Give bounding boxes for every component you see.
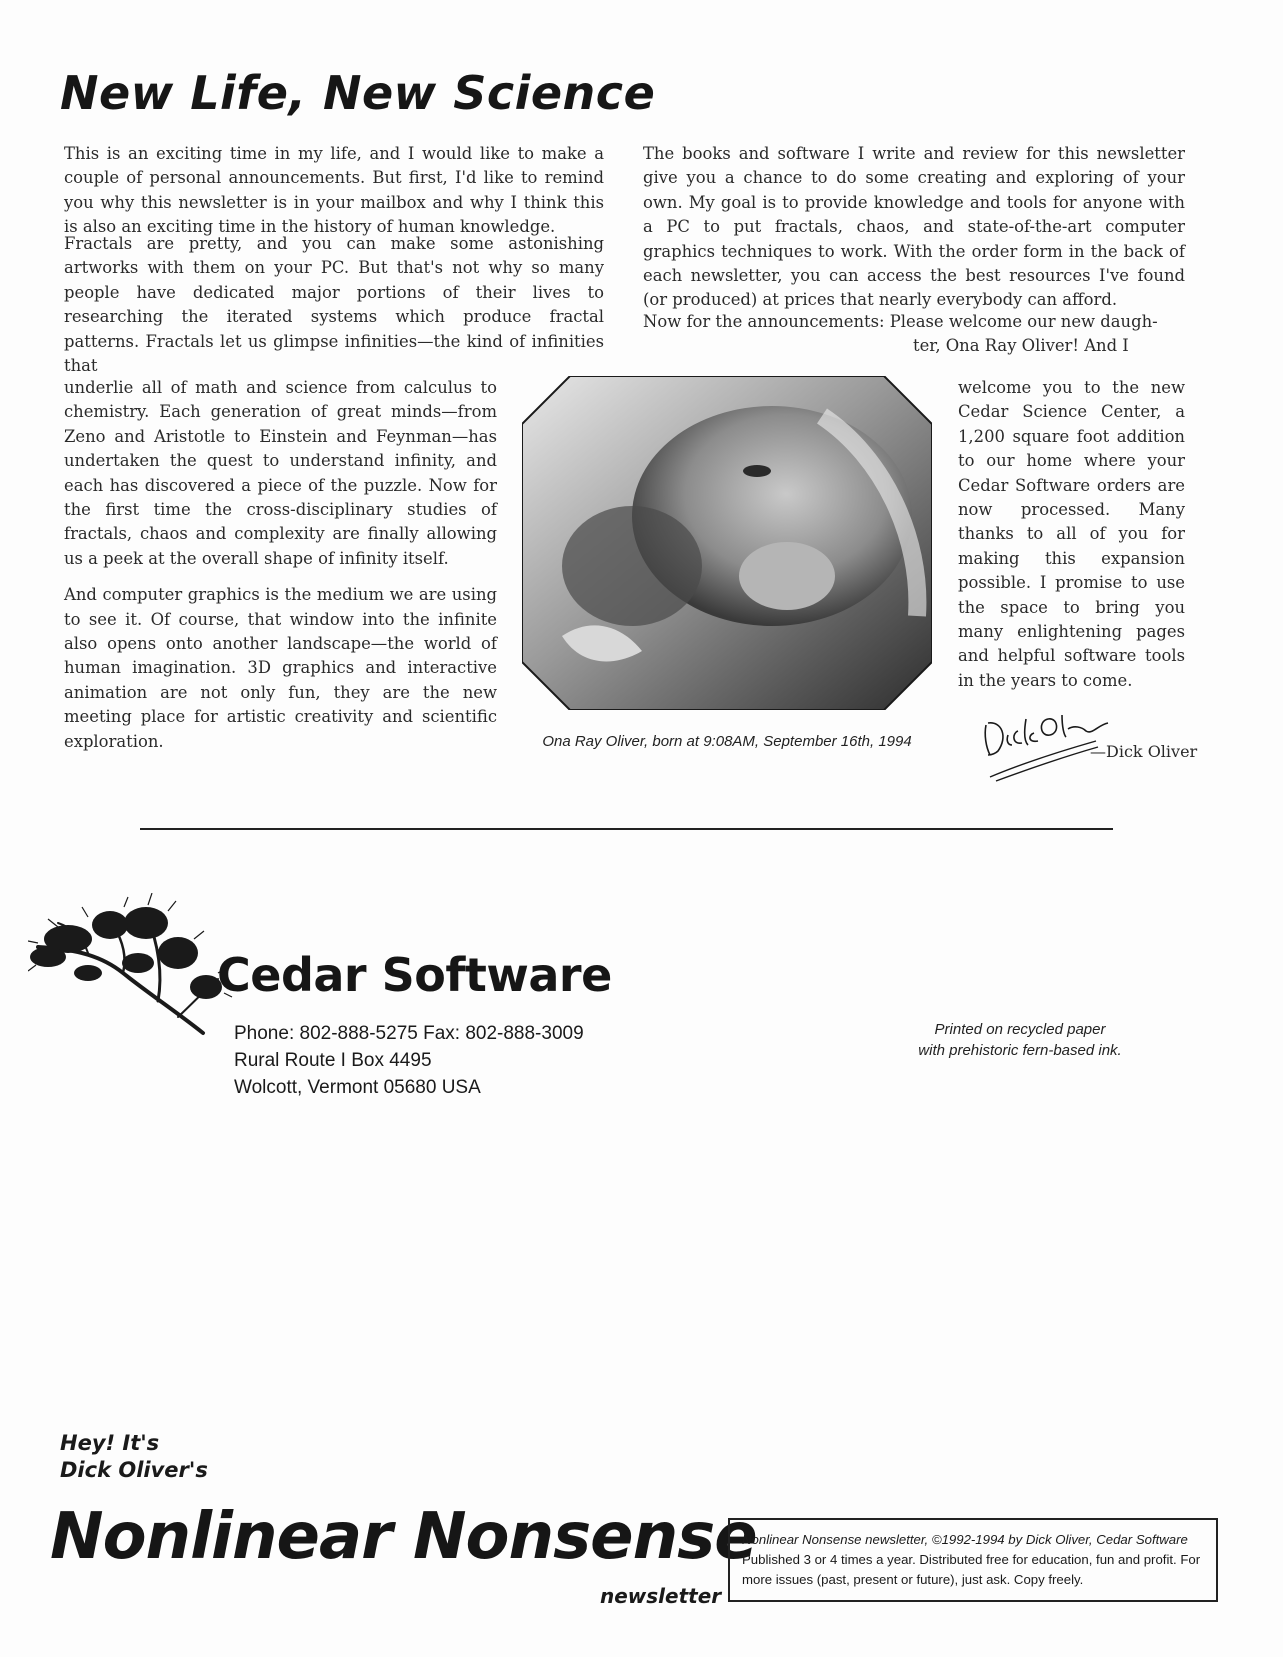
- paragraph: The books and software I write and review for this newsletter give you a chance to do some creating and exploring of your own. My goal is to provide knowledge and tools for anyone with a PC to put fractals, chaos, and state-of-the-art computer graphics techniques to work. With the order form in the back of each newsletter, you can access the best resources I've found (or produced) at prices that nearly everybody can afford.: [643, 144, 1185, 310]
- company-contact: [234, 1020, 584, 1101]
- cedar-branch-icon: [28, 893, 233, 1043]
- right-column-announcement: [643, 310, 1185, 359]
- copyright-line: Nonlinear Nonsense newsletter, ©1992-1994 by Dick Oliver, Cedar Software: [742, 1532, 1188, 1547]
- paragraph: underlie all of math and science from calculus to chemistry. Each generation of great minds—from Zeno and Aristotle to Einstein and Feynman—has undertaken the quest to understand infinity, and each has discovered a piece of the puzzle. Now for the first time the cross-disciplinary studies of fractals, chaos and complexity are finally allowing us a peek at the overall shape of infinity itself.: [64, 378, 497, 568]
- masthead-kicker: [60, 1430, 208, 1484]
- paragraph: And computer graphics is the medium we are using to see it. Of course, that window into the infinite also opens onto another landscape—the world of human imagination. 3D graphics and interactive animation are not only fun, they are the new meeting place for artistic creativity and scientific exploration.: [64, 585, 497, 751]
- headline: New Life, New Science: [60, 66, 656, 120]
- masthead-title: Nonlinear Nonsense: [50, 1500, 757, 1574]
- baby-photo-icon: [522, 376, 932, 710]
- right-column-wrapped: [958, 376, 1185, 705]
- masthead-subtitle: newsletter: [600, 1584, 722, 1608]
- copyright-box: [728, 1518, 1218, 1602]
- announcement-line: ter, Ona Ray Oliver! And I: [913, 336, 1129, 356]
- recycled-note: [890, 1019, 1150, 1061]
- paragraph: Fractals are pretty, and you can make some astonishing artworks with them on your PC. But that's not why so many people have dedicated major portions of their lives to researching the iterated systems which produce fractal patterns. Fractals let us glimpse infinities—the kind of infinities that: [64, 234, 604, 376]
- photo-caption: Ona Ray Oliver, born at 9:08AM, September 16th, 1994: [542, 733, 912, 750]
- kicker-line: Hey! It's: [60, 1431, 160, 1455]
- copyright-details: Published 3 or 4 times a year. Distributed free for education, fun and profit. For more issues (past, present or future), just ask. Copy freely.: [742, 1552, 1201, 1587]
- paragraph: welcome you to the new Cedar Science Center, a 1,200 square foot addition to our home where your Cedar Software orders are now processed. Many thanks to all of you for making this expansion possible. I promise to use the space to bring you many enlightening pages and helpful software tools in the years to come.: [958, 378, 1185, 690]
- address-line: Rural Route I Box 4495: [234, 1050, 432, 1071]
- section-divider: [140, 828, 1113, 830]
- kicker-line: Dick Oliver's: [60, 1458, 208, 1482]
- left-column-wrapped: [64, 376, 497, 766]
- recycled-line: with prehistoric fern-based ink.: [918, 1042, 1122, 1059]
- right-column-intro: [643, 142, 1185, 325]
- recycled-line: Printed on recycled paper: [934, 1021, 1106, 1038]
- paragraph: This is an exciting time in my life, and I would like to make a couple of personal announcements. But first, I'd like to remind you why this newsletter is in your mailbox and why I think this is also an exciting time in the history of human knowledge.: [64, 144, 604, 237]
- address-line: Wolcott, Vermont 05680 USA: [234, 1077, 481, 1098]
- signoff: —Dick Oliver: [1090, 742, 1198, 761]
- left-column-fractals-start: [64, 232, 604, 390]
- phone-fax: Phone: 802-888-5275 Fax: 802-888-3009: [234, 1023, 584, 1044]
- company-name: Cedar Software: [217, 948, 612, 1002]
- announcement-line: Now for the announcements: Please welcome our new daugh-: [643, 312, 1158, 331]
